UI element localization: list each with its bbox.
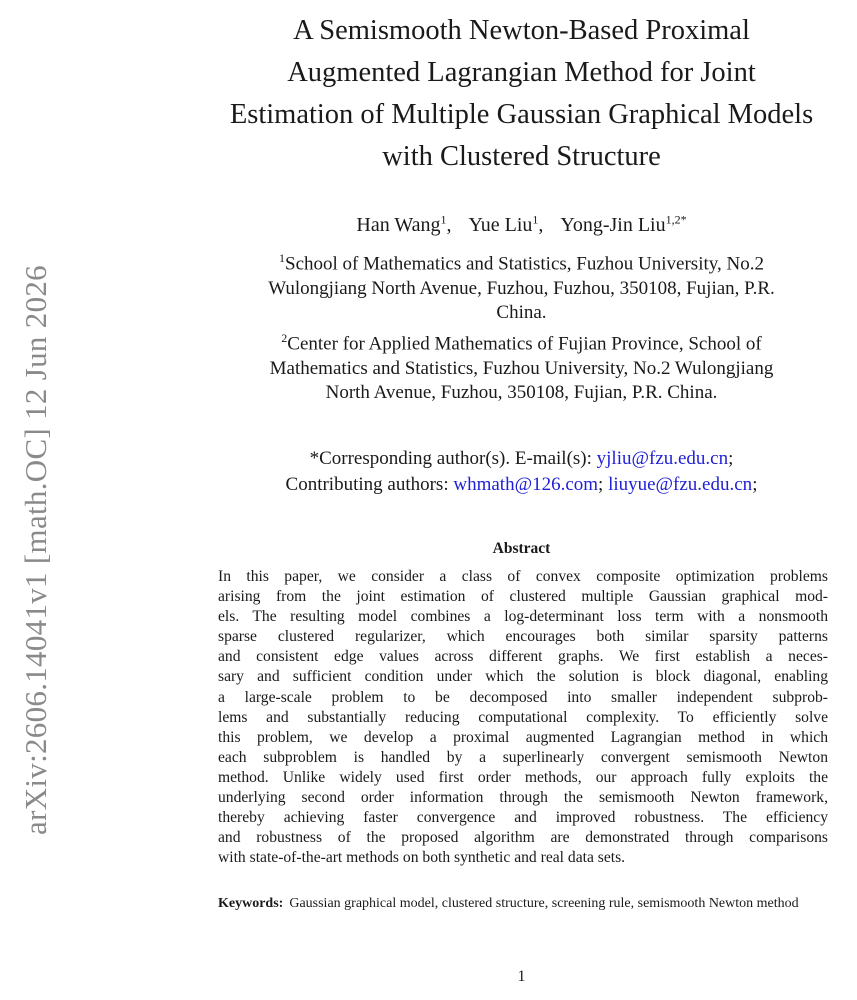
affiliations <box>213 246 830 406</box>
abstract-line: In this paper, we consider a class of convex composite optimization problems <box>218 568 828 585</box>
affiliation-mark: 2 <box>281 330 288 345</box>
contributing-email-link[interactable]: whmath@126.com <box>453 474 599 495</box>
punctuation: ; <box>598 474 604 495</box>
affiliation-line: Wulongjiang North Avenue, Fuzhou, Fuzhou, 350108, Fujian, P.R. <box>268 277 775 299</box>
affiliation-line <box>213 246 830 277</box>
keywords-label: Keywords: <box>218 896 284 911</box>
title-line: A Semismooth Newton-Based Proximal <box>293 15 750 46</box>
abstract-line: lems and substantially reducing computational complexity. To efficiently solve <box>218 708 828 726</box>
affiliation-line <box>213 326 830 357</box>
author-name: Yue Liu <box>468 213 533 236</box>
contributing-email-link[interactable]: liuyue@fzu.edu.cn <box>608 474 753 495</box>
abstract-line: with state-of-the-art methods on both synthetic and real data sets. <box>218 849 626 867</box>
author <box>356 214 451 236</box>
abstract-line: method. Unlike widely used first order methods, our approach fully exploits the <box>218 768 828 786</box>
abstract-line: sary and sufficient condition under which the solution is block diagonal, enabling <box>218 668 828 686</box>
abstract-line: thereby achieving faster convergence and improved robustness. The efficiency <box>218 809 828 827</box>
affiliation-line: Mathematics and Statistics, Fuzhou University, No.2 Wulongjiang <box>269 357 774 379</box>
affiliation-text: Center for Applied Mathematics of Fujian Province, School of <box>287 333 762 355</box>
contributing-authors-line <box>193 472 850 498</box>
author-name: Yong-Jin Liu <box>560 213 666 236</box>
arxiv-identifier: arXiv:2606.14041v1 [math.OC] 12 Jun 2026 <box>18 265 53 835</box>
author-separator: , <box>538 213 544 236</box>
corresponding-label: *Corresponding author(s). E-mail(s): <box>309 448 592 469</box>
abstract-heading: Abstract <box>492 540 551 557</box>
affiliation-mark: 1 <box>279 251 285 265</box>
author-affiliation-mark: 1 <box>440 212 447 226</box>
abstract-line: and consistent edge values across different graphs. We first establish a neces- <box>218 648 828 666</box>
abstract-line: and robustness of the proposed algorithm are demonstrated through comparisons <box>218 829 828 847</box>
affiliation-line: North Avenue, Fuzhou, 350108, Fujian, P.R. China. <box>325 382 718 404</box>
title-line: with Clustered Structure <box>382 141 661 172</box>
author-separator: , <box>446 213 452 236</box>
paper-title <box>193 10 850 178</box>
abstract-line: this problem, we develop a proximal augmented Lagrangian method in which <box>218 728 828 746</box>
keywords-text: Gaussian graphical model, clustered structure, screening rule, semismooth Newton method <box>289 896 799 911</box>
contact-info <box>193 446 850 498</box>
title-line: Estimation of Multiple Gaussian Graphical Models <box>229 99 814 130</box>
abstract-line: els. The resulting model combines a log-determinant loss term with a nonsmooth <box>218 608 828 626</box>
abstract-line: a large-scale problem to be decomposed into smaller independent subprob- <box>218 688 828 706</box>
title-line: Augmented Lagrangian Method for Joint <box>287 57 756 88</box>
author <box>560 214 686 236</box>
author-affiliation-mark: 1 <box>532 212 539 226</box>
author-list <box>193 206 850 238</box>
contributing-label: Contributing authors: <box>285 474 449 495</box>
paper-page <box>193 0 850 985</box>
author-affiliation-mark: 1,2* <box>665 212 687 226</box>
abstract-line: underlying second order information through the semismooth Newton framework, <box>218 789 828 807</box>
page-number: 1 <box>517 968 526 985</box>
abstract-line: arising from the joint estimation of clustered multiple Gaussian graphical mod- <box>218 588 828 606</box>
punctuation: ; <box>728 448 734 469</box>
author <box>469 214 544 236</box>
abstract-line: each subproblem is handled by a superlinearly convergent semismooth Newton <box>218 748 828 766</box>
affiliation-line: China. <box>496 302 547 324</box>
punctuation: ; <box>752 474 758 495</box>
abstract-body <box>218 567 828 868</box>
abstract-line: sparse clustered regularizer, which encourages both similar sparsity patterns <box>218 628 828 646</box>
author-name: Han Wang <box>356 213 441 236</box>
corresponding-email-link[interactable]: yjliu@fzu.edu.cn <box>596 448 729 469</box>
affiliation-text: School of Mathematics and Statistics, Fuzhou University, No.2 <box>285 253 764 275</box>
keywords <box>218 894 828 913</box>
corresponding-author-line <box>193 446 850 472</box>
